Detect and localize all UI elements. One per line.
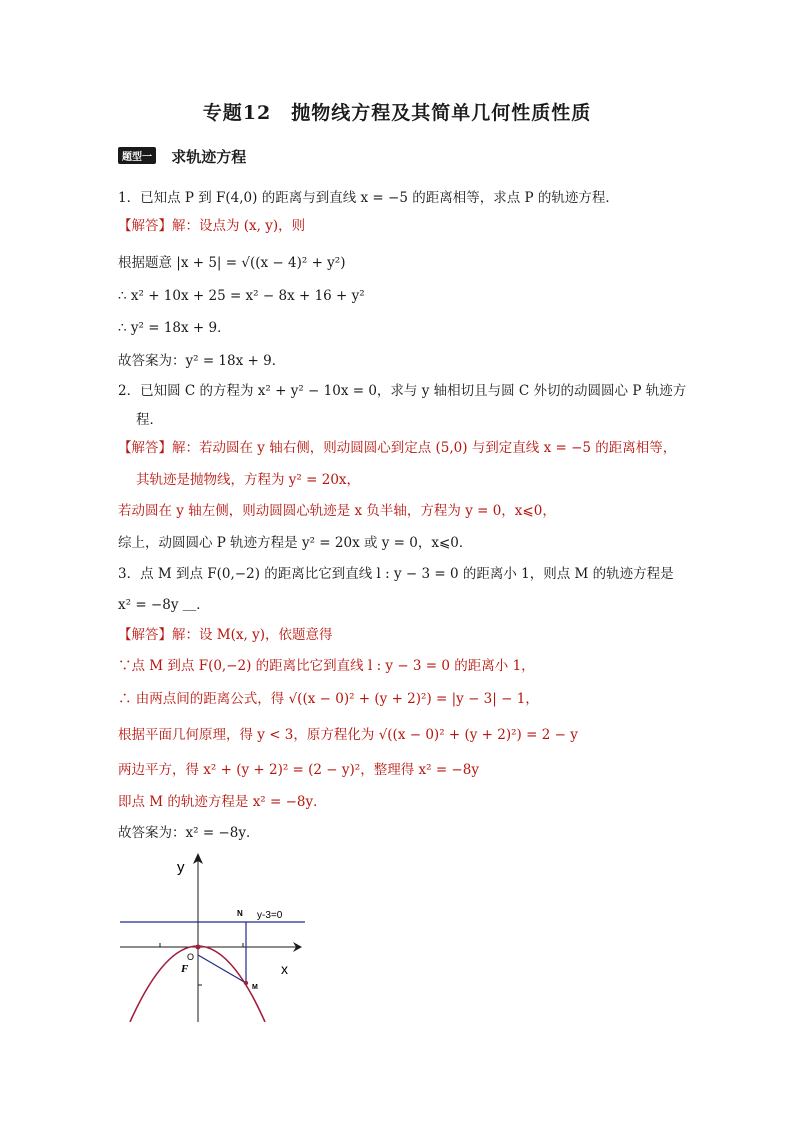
problem-2-statement: 2．已知圆 C 的方程为 x² + y² − 10x = 0，求与 y 轴相切且与圆 C 外切的动圆圆心 P 轨迹方 <box>118 383 687 399</box>
solution-3-step-5: 即点 M 的轨迹方程是 x² = −8y． <box>118 794 327 810</box>
problem-2-statement-cont: 程． <box>136 412 163 428</box>
point-m <box>244 981 248 985</box>
solution-3-intro: 【解答】解：设 M(x, y)，依题意得 <box>118 627 333 643</box>
section-heading <box>118 146 246 167</box>
problem-1-statement: 1．已知点 P 到 F(4,0) 的距离与到直线 x = −5 的距离相等，求点 P 的轨迹方程． <box>118 190 619 206</box>
origin-label: O <box>187 952 195 962</box>
problem-3-statement: 3．点 M 到点 F(0,−2) 的距离比它到直线 l : y − 3 = 0 的距离小 1，则点 M 的轨迹方程是 <box>118 566 674 582</box>
section-title: 求轨迹方程 <box>171 148 247 166</box>
x-axis-label: x <box>281 961 288 977</box>
solution-2-conclusion: 综上，动圆圆心 P 轨迹方程是 y² = 20x 或 y = 0，x⩽0． <box>118 535 473 551</box>
parabola-figure <box>115 850 315 1022</box>
solution-1-step-1: 根据题意 |x + 5| = √((x − 4)² + y²) <box>118 255 346 271</box>
answer-3: 故答案为：x² = −8y． <box>118 825 260 841</box>
solution-3-step-2: ∴ 由两点间的距离公式，得 √((x − 0)² + (y + 2)²) = |y − 3| − 1， <box>118 691 539 707</box>
directrix-label: y-3=0 <box>257 910 283 921</box>
section-tag: 题型一 <box>118 147 156 164</box>
solution-2-step-2: 若动圆在 y 轴左侧，则动圆圆心轨迹是 x 负半轴，方程为 y = 0，x⩽0， <box>118 503 556 519</box>
solution-3-step-4: 两边平方，得 x² + (y + 2)² = (2 − y)²，整理得 x² = −8y <box>118 762 479 778</box>
origin-point <box>196 945 201 950</box>
solution-1-step-2: ∴ x² + 10x + 25 = x² − 8x + 16 + y² <box>118 288 365 304</box>
point-m-label: M <box>252 984 258 991</box>
point-n-label: N <box>237 909 243 918</box>
solution-1-step-3: ∴ y² = 18x + 9． <box>118 320 231 336</box>
solution-2-step-1: 其轨迹是抛物线，方程为 y² = 20x， <box>136 472 361 488</box>
solution-3-step-1: ∵点 M 到点 F(0,−2) 的距离比它到直线 l : y − 3 = 0 的距离小 1， <box>118 658 535 674</box>
page-title: 专题12 抛物线方程及其简单几何性质性质 <box>202 102 592 124</box>
focus-label: F <box>181 963 189 975</box>
answer-1: 故答案为：y² = 18x + 9． <box>118 353 286 369</box>
solution-3-step-3: 根据平面几何原理，得 y < 3，原方程化为 √((x − 0)² + (y + 2)²) = 2 − y <box>118 727 578 743</box>
problem-3-answer-blank: x² = −8y ＿． <box>118 597 210 613</box>
solution-2-intro: 【解答】解：若动圆在 y 轴右侧，则动圆圆心到定点 (5,0) 与到定直线 x = −5 的距离相等， <box>118 440 677 456</box>
segment-fm <box>198 955 246 983</box>
y-axis-label: y <box>177 859 185 876</box>
solution-1-intro: 【解答】解：设点为 (x, y)，则 <box>118 218 306 234</box>
